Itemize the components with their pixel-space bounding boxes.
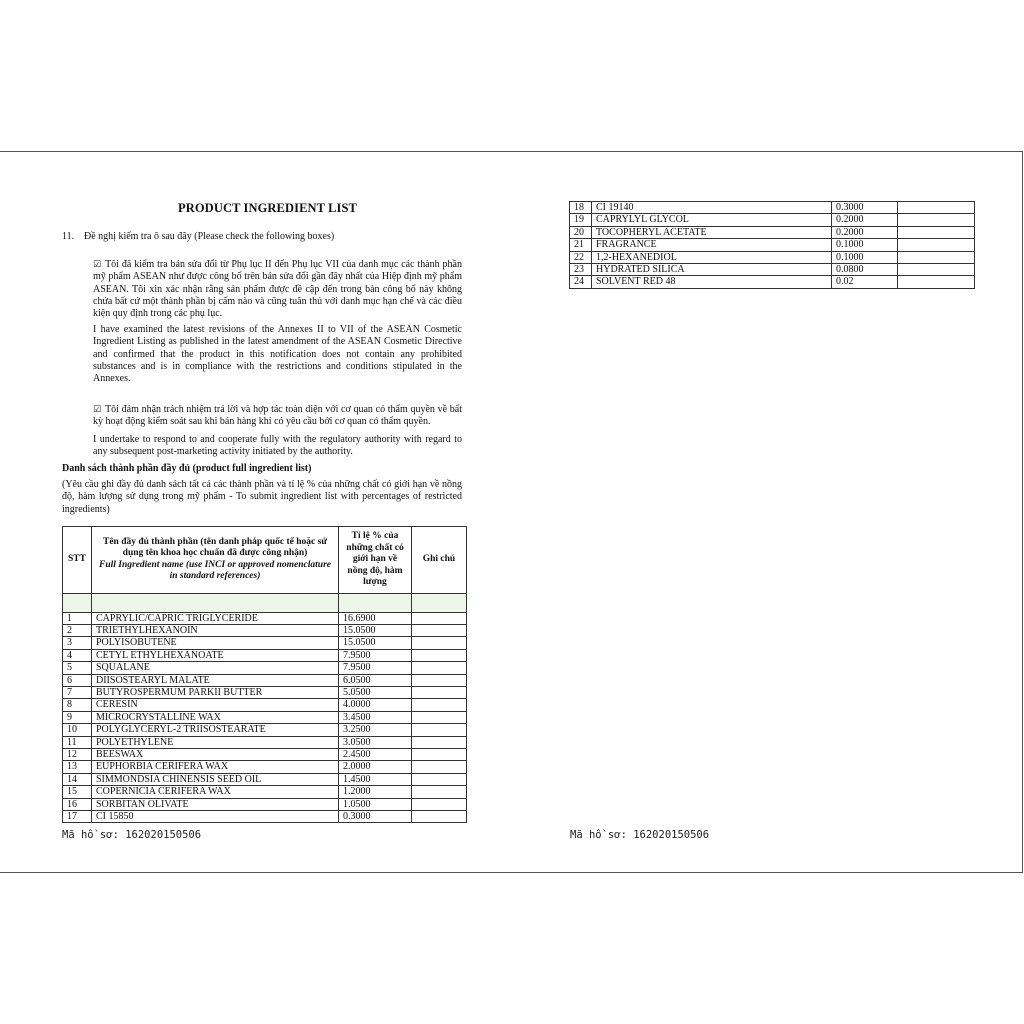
row-ingredient-name: DIISOSTEARYL MALATE — [92, 674, 339, 686]
row-ingredient-name: SIMMONDSIA CHINENSIS SEED OIL — [92, 773, 339, 785]
row-stt: 11 — [63, 736, 92, 748]
declaration-2-vi-text: Tôi đảm nhận trách nhiệm trả lời và hợp tác toàn diện với cơ quan có thẩm quyền về bất kỳ hoạt động kiểm soát sau khi bán hàng khi có yêu cầu bởi cơ quan có thẩm quyền. — [93, 404, 462, 428]
row-percentage: 4.0000 — [339, 699, 412, 711]
row-percentage: 0.2000 — [832, 226, 898, 238]
row-stt: 19 — [570, 214, 592, 226]
row-note — [412, 773, 467, 785]
table-row — [63, 711, 467, 723]
row-percentage: 3.0500 — [339, 736, 412, 748]
row-stt: 14 — [63, 773, 92, 785]
header-ratio: Tỉ lệ % của những chất có giới hạn về nồng độ, hàm lượng — [339, 527, 412, 594]
file-code-right: Mã hồ sơ: 162020150506 — [570, 829, 710, 841]
declaration-1-en: I have examined the latest revisions of the Annexes II to VII of the ASEAN Cosmetic Ingredient Listing as published in the latest amendment of the ASEAN Cosmetic Directive and confirmed that the product in this notification does not contain any prohibited substances and is in compliance with the restrictions and conditions stipulated in the Annexes. — [93, 324, 462, 385]
ingredient-table-left — [62, 526, 467, 823]
row-stt: 17 — [63, 811, 92, 823]
header-name-en: Full Ingredient name (use INCI or approved nomenclature in standard references) — [99, 559, 331, 582]
header-name — [92, 527, 339, 594]
table-row — [63, 674, 467, 686]
row-ingredient-name: COPERNICIA CERIFERA WAX — [92, 786, 339, 798]
row-percentage: 0.3000 — [339, 811, 412, 823]
row-note — [412, 612, 467, 624]
row-stt: 15 — [63, 786, 92, 798]
row-stt: 20 — [570, 226, 592, 238]
table-row — [63, 811, 467, 823]
row-ingredient-name: TOCOPHERYL ACETATE — [592, 226, 832, 238]
row-percentage: 1.4500 — [339, 773, 412, 785]
row-ingredient-name: HYDRATED SILICA — [592, 264, 832, 276]
row-percentage: 1.0500 — [339, 798, 412, 810]
row-stt: 1 — [63, 612, 92, 624]
row-ingredient-name: POLYGLYCERYL-2 TRIISOSTEARATE — [92, 724, 339, 736]
item-text: Đề nghị kiểm tra ô sau đây (Please check the following boxes) — [84, 231, 335, 242]
row-note — [412, 637, 467, 649]
row-stt: 13 — [63, 761, 92, 773]
row-stt: 2 — [63, 624, 92, 636]
page-title: PRODUCT INGREDIENT LIST — [178, 201, 357, 215]
row-note — [898, 226, 975, 238]
row-stt: 4 — [63, 649, 92, 661]
declaration-2-en: I undertake to respond to and cooperate fully with the regulatory authority with regard to any subsequent post-marketing activity initiated by the authority. — [93, 434, 462, 458]
item-number: 11. — [62, 231, 75, 242]
table-row — [570, 214, 975, 226]
row-ingredient-name: CAPRYLYL GLYCOL — [592, 214, 832, 226]
row-note — [412, 724, 467, 736]
row-percentage: 6.0500 — [339, 674, 412, 686]
row-stt: 24 — [570, 276, 592, 288]
row-note — [412, 649, 467, 661]
row-percentage: 0.2000 — [832, 214, 898, 226]
row-stt: 12 — [63, 748, 92, 760]
row-percentage: 5.0500 — [339, 686, 412, 698]
row-percentage: 15.0500 — [339, 637, 412, 649]
table-row — [63, 624, 467, 636]
row-stt: 16 — [63, 798, 92, 810]
row-percentage: 1.2000 — [339, 786, 412, 798]
header-stt: STT — [63, 527, 92, 594]
table-row — [63, 798, 467, 810]
row-stt: 9 — [63, 711, 92, 723]
row-ingredient-name: 1,2-HEXANEDIOL — [592, 251, 832, 263]
row-percentage: 7.9500 — [339, 649, 412, 661]
row-note — [412, 711, 467, 723]
row-percentage: 7.9500 — [339, 662, 412, 674]
row-note — [412, 798, 467, 810]
row-note — [412, 624, 467, 636]
row-ingredient-name: FRAGRANCE — [592, 239, 832, 251]
table-row — [570, 239, 975, 251]
row-ingredient-name: SORBITAN OLIVATE — [92, 798, 339, 810]
row-note — [412, 748, 467, 760]
header-name-vi: Tên đầy đủ thành phần (tên danh pháp quốc tế hoặc sử dụng tên khoa học chuẩn đã được công nhận) — [102, 536, 327, 559]
row-note — [898, 202, 975, 214]
row-stt: 22 — [570, 251, 592, 263]
table-row — [570, 251, 975, 263]
row-ingredient-name: MICROCRYSTALLINE WAX — [92, 711, 339, 723]
row-stt: 23 — [570, 264, 592, 276]
declaration-1-vi-text: Tôi đã kiểm tra bản sửa đổi từ Phụ lục II đến Phụ lục VII của danh mục các thành phần mỹ phẩm ASEAN như được công bố trên bản sửa đổi gần đây nhất của Hiệp định mỹ phẩm ASEAN. Tôi xin xác nhận rằng sản phẩm được đề cập đến trong bản công bố này không chứa bất cứ một thành phần bị cấm nào và cũng tuân thủ với danh mục hạn chế và các điều kiện quy định trong các phụ lục. — [93, 259, 462, 320]
row-note — [412, 686, 467, 698]
row-ingredient-name: BUTYROSPERMUM PARKII BUTTER — [92, 686, 339, 698]
table-row — [63, 699, 467, 711]
table-row — [63, 761, 467, 773]
row-percentage: 16.6900 — [339, 612, 412, 624]
table-row — [63, 748, 467, 760]
declaration-2-vi — [93, 404, 462, 429]
row-percentage: 2.4500 — [339, 748, 412, 760]
row-note — [412, 786, 467, 798]
row-note — [412, 674, 467, 686]
row-ingredient-name: POLYETHYLENE — [92, 736, 339, 748]
checkbox-checked-icon: ☑ — [93, 405, 102, 415]
row-ingredient-name: EUPHORBIA CERIFERA WAX — [92, 761, 339, 773]
table-row — [63, 724, 467, 736]
row-percentage: 0.3000 — [832, 202, 898, 214]
row-percentage: 3.2500 — [339, 724, 412, 736]
row-note — [412, 811, 467, 823]
table-row — [63, 686, 467, 698]
row-percentage: 15.0500 — [339, 624, 412, 636]
ingredient-list-heading: Danh sách thành phần đầy đủ (product full ingredient list) — [62, 463, 312, 474]
row-ingredient-name: BEESWAX — [92, 748, 339, 760]
row-ingredient-name: TRIETHYLHEXANOIN — [92, 624, 339, 636]
row-stt: 6 — [63, 674, 92, 686]
row-note — [898, 214, 975, 226]
row-stt: 21 — [570, 239, 592, 251]
ingredient-list-note: (Yêu cầu ghi đầy đủ danh sách tất cả các thành phần và tỉ lệ % của những chất có giới hạn về nồng độ, hàm lượng sử dụng trong mỹ phẩm - To submit ingredient list with percentages of restricted ingredients) — [62, 479, 462, 515]
row-percentage: 0.02 — [832, 276, 898, 288]
row-note — [412, 699, 467, 711]
table-row — [570, 202, 975, 214]
row-percentage: 2.0000 — [339, 761, 412, 773]
row-stt: 7 — [63, 686, 92, 698]
table-row — [63, 649, 467, 661]
row-stt: 10 — [63, 724, 92, 736]
table-row — [570, 264, 975, 276]
table-row — [570, 226, 975, 238]
row-percentage: 0.1000 — [832, 251, 898, 263]
ingredient-table-right — [569, 201, 975, 289]
row-ingredient-name: POLYISOBUTENE — [92, 637, 339, 649]
row-note — [898, 239, 975, 251]
row-percentage: 0.0800 — [832, 264, 898, 276]
row-ingredient-name: SQUALANE — [92, 662, 339, 674]
row-note — [412, 736, 467, 748]
row-stt: 5 — [63, 662, 92, 674]
file-code-left: Mã hồ sơ: 162020150506 — [62, 829, 202, 841]
row-note — [898, 264, 975, 276]
checkbox-checked-icon: ☑ — [93, 260, 102, 270]
row-note — [898, 276, 975, 288]
table-row — [63, 773, 467, 785]
declaration-1-vi — [93, 259, 462, 320]
row-ingredient-name: CI 15850 — [92, 811, 339, 823]
row-note — [412, 761, 467, 773]
row-stt: 8 — [63, 699, 92, 711]
row-ingredient-name: CAPRYLIC/CAPRIC TRIGLYCERIDE — [92, 612, 339, 624]
row-ingredient-name: CERESIN — [92, 699, 339, 711]
row-percentage: 0.1000 — [832, 239, 898, 251]
header-note: Ghi chú — [412, 527, 467, 594]
row-note — [412, 662, 467, 674]
row-ingredient-name: CI 19140 — [592, 202, 832, 214]
check-instruction — [62, 231, 334, 242]
table-spacer-row — [63, 593, 467, 612]
table-row — [63, 786, 467, 798]
row-note — [898, 251, 975, 263]
row-stt: 18 — [570, 202, 592, 214]
table-row — [63, 612, 467, 624]
row-percentage: 3.4500 — [339, 711, 412, 723]
row-ingredient-name: SOLVENT RED 48 — [592, 276, 832, 288]
table-row — [63, 637, 467, 649]
table-row — [63, 662, 467, 674]
table-row — [63, 736, 467, 748]
row-ingredient-name: CETYL ETHYLHEXANOATE — [92, 649, 339, 661]
row-stt: 3 — [63, 637, 92, 649]
table-row — [570, 276, 975, 288]
